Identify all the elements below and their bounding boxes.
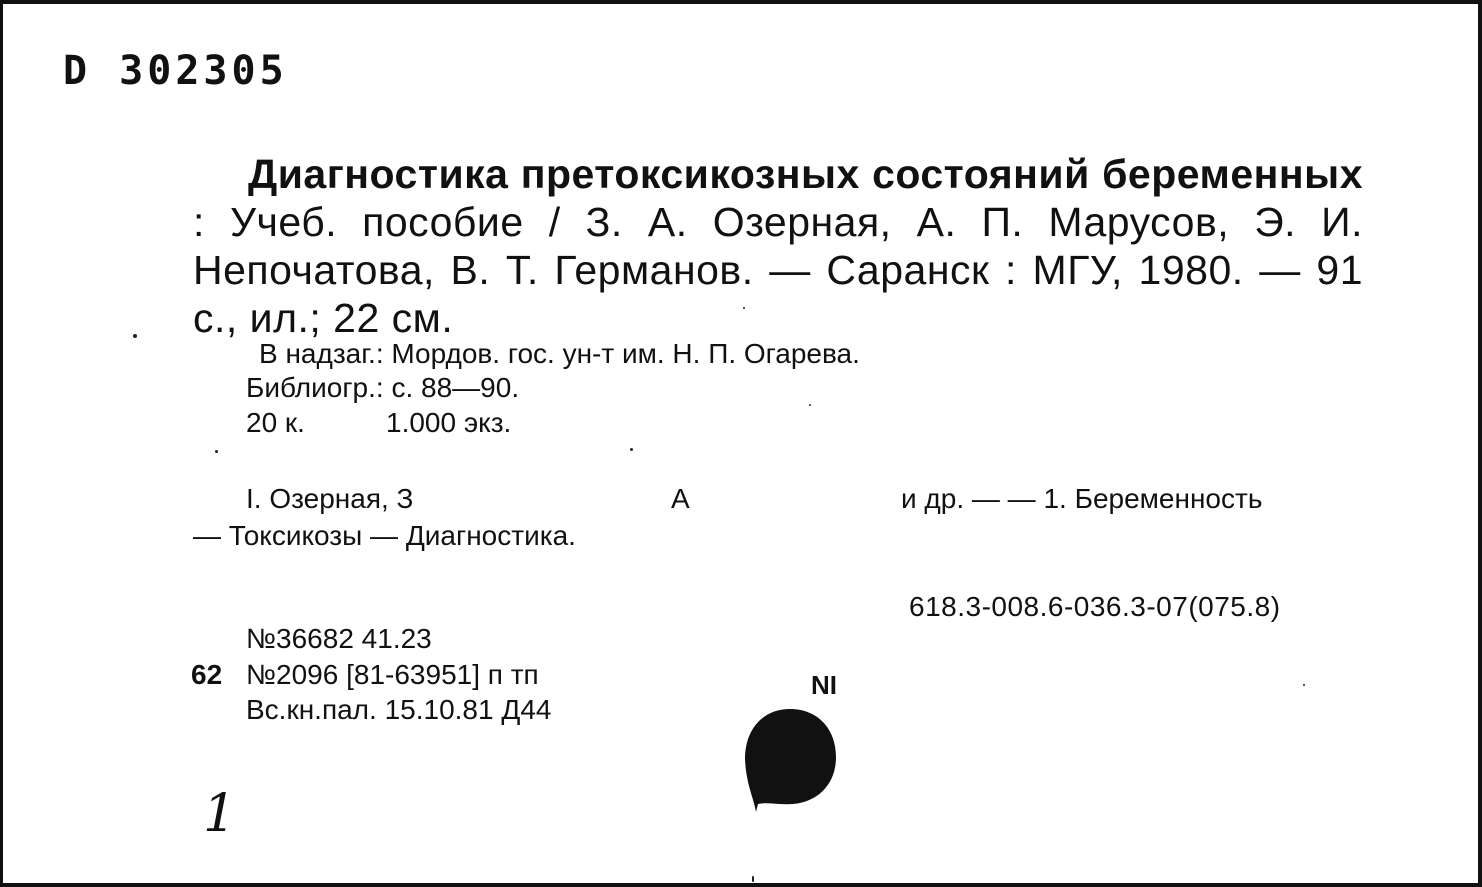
speck — [215, 450, 218, 453]
bibliographic-entry — [193, 150, 1363, 342]
copies-note: 1.000 экз. — [386, 407, 512, 438]
entry-description: : Учеб. пособие / З. А. Озерная, А. П. Марусов, Э. И. Непочатова, В. Т. Германов. — Саранск : МГУ, 1980. — 91 с., ил.; 22 см. — [193, 199, 1363, 341]
tracing-author: I. Озерная, З — [246, 483, 414, 514]
entry-title: Диагностика претоксикозных состояний беременных — [248, 151, 1363, 197]
registry-line-1: №36682 41.23 — [246, 623, 432, 654]
handwritten-mark: 1 — [203, 784, 237, 844]
bibliography-note: Библиогр.: с. 88—90. — [246, 372, 520, 403]
price-note: 20 к. — [246, 407, 305, 438]
tracing-initial: А — [671, 483, 690, 514]
speck — [133, 334, 137, 338]
udc-classification: 618.3-008.6-036.3-07(075.8) — [909, 591, 1281, 622]
speck — [1303, 684, 1305, 686]
speck — [809, 404, 811, 406]
tracing-subject: и др. — — 1. Беременность — [901, 483, 1263, 514]
speck — [630, 448, 633, 451]
stamp-mark: NI — [811, 670, 837, 700]
accession-number: D 302305 — [63, 48, 288, 94]
registry-line-3: Вс.кн.пал. 15.10.81 Д44 — [246, 694, 552, 725]
registry-prefix: 62 — [191, 659, 223, 690]
speck — [752, 876, 754, 882]
punch-hole-mark — [738, 704, 843, 814]
speck — [743, 307, 745, 309]
header-note: В надзаг.: Мордов. гос. ун-т им. Н. П. Огарева. — [259, 338, 860, 369]
registry-line-2: №2096 [81-63951] п тп — [246, 659, 539, 690]
tracing-subject-continued: — Токсикозы — Диагностика. — [193, 520, 576, 551]
